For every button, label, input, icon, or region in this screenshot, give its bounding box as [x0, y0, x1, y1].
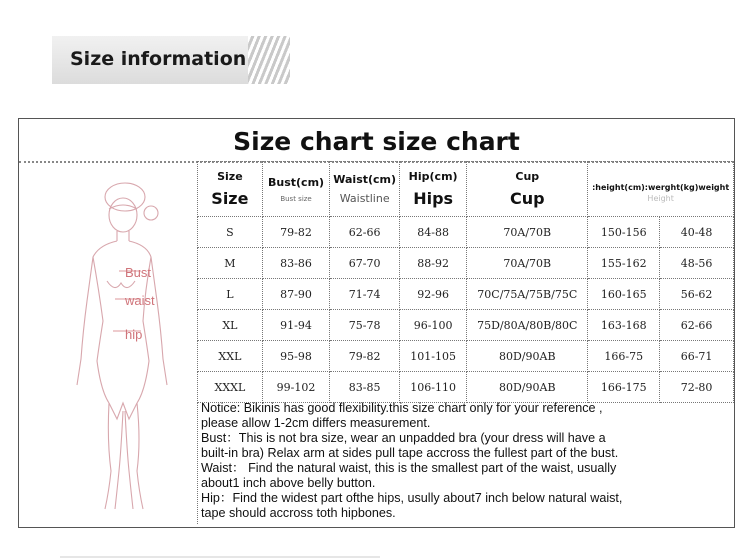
note-line: Hip：Find the widest part ofthe hips, usully about7 inch below natural waist,: [201, 491, 623, 505]
note-line: Waist： Find the natural waist, this is the smallest part of the waist, usually: [201, 461, 617, 475]
table-cell: 99-102: [262, 372, 330, 403]
table-header-row: [198, 162, 734, 217]
table-cell: 92-96: [400, 279, 467, 310]
table-cell: 75-78: [330, 310, 400, 341]
table-cell: 155-162: [588, 248, 660, 279]
header-cup: Cup Cup: [467, 162, 588, 217]
chart-title: Size chart size chart: [233, 127, 520, 156]
table-cell: 88-92: [400, 248, 467, 279]
table-cell: 83-85: [330, 372, 400, 403]
note-line: Bust：This is not bra size, wear an unpadded bra (your dress will have a: [201, 431, 606, 445]
table-cell: 75D/80A/80B/80C: [467, 310, 588, 341]
table-cell: S: [198, 217, 263, 248]
size-table: [197, 161, 734, 403]
table-row: [198, 217, 734, 248]
table-cell: 66-71: [660, 341, 734, 372]
header-hip: Hip(cm) Hips: [400, 162, 467, 217]
header-height-weight: :height(cm):werght(kg)weight Height: [588, 162, 734, 217]
table-cell: 79-82: [262, 217, 330, 248]
table-row: [198, 341, 734, 372]
header-size: Size Size: [198, 162, 263, 217]
table-cell: 80D/90AB: [467, 341, 588, 372]
table-cell: 62-66: [330, 217, 400, 248]
table-cell: 70A/70B: [467, 248, 588, 279]
section-banner: [52, 36, 290, 84]
note-line: about1 inch above belly button.: [201, 476, 376, 490]
table-cell: L: [198, 279, 263, 310]
header-bust: Bust(cm) Bust size: [262, 162, 330, 217]
table-cell: 150-156: [588, 217, 660, 248]
banner-title: Size information: [70, 48, 247, 70]
note-line: Notice: Bikinis has good flexibility.this size chart only for your reference ,: [201, 401, 603, 415]
table-cell: 79-82: [330, 341, 400, 372]
table-row: [198, 310, 734, 341]
bottom-divider: [60, 556, 380, 558]
size-chart-frame: [18, 118, 735, 528]
table-cell: XL: [198, 310, 263, 341]
banner-stripes: [248, 36, 290, 84]
table-cell: 166-175: [588, 372, 660, 403]
table-cell: 71-74: [330, 279, 400, 310]
table-row: [198, 248, 734, 279]
table-cell: 84-88: [400, 217, 467, 248]
table-cell: 72-80: [660, 372, 734, 403]
table-cell: 160-165: [588, 279, 660, 310]
table-cell: 67-70: [330, 248, 400, 279]
table-cell: 166-75: [588, 341, 660, 372]
table-body: [198, 217, 734, 403]
body-figure-icon: [59, 171, 209, 521]
table-cell: 80D/90AB: [467, 372, 588, 403]
table-cell: 40-48: [660, 217, 734, 248]
header-waist: Waist(cm) Waistline: [330, 162, 400, 217]
table-cell: 87-90: [262, 279, 330, 310]
table-row: [198, 372, 734, 403]
note-line: built-in bra) Relax arm at sides pull tape accross the fullest part of the bust.: [201, 446, 619, 460]
notes-block: [201, 401, 731, 521]
hip-label: hip: [125, 327, 143, 342]
table-cell: 106-110: [400, 372, 467, 403]
table-cell: 70A/70B: [467, 217, 588, 248]
note-line: tape should accross toth hipbones.: [201, 506, 396, 520]
bust-label: Bust: [125, 265, 152, 280]
table-cell: M: [198, 248, 263, 279]
table-cell: XXL: [198, 341, 263, 372]
note-line: please allow 1-2cm differs measurement.: [201, 416, 431, 430]
table-cell: 163-168: [588, 310, 660, 341]
table-cell: 48-56: [660, 248, 734, 279]
body-figure: [59, 171, 209, 521]
table-cell: 56-62: [660, 279, 734, 310]
table-cell: 83-86: [262, 248, 330, 279]
table-cell: 70C/75A/75B/75C: [467, 279, 588, 310]
waist-label: waist: [125, 293, 155, 308]
notes-divider: [197, 402, 198, 524]
table-cell: 91-94: [262, 310, 330, 341]
table-cell: XXXL: [198, 372, 263, 403]
table-row: [198, 279, 734, 310]
table-cell: 96-100: [400, 310, 467, 341]
table-cell: 95-98: [262, 341, 330, 372]
table-cell: 62-66: [660, 310, 734, 341]
table-cell: 101-105: [400, 341, 467, 372]
